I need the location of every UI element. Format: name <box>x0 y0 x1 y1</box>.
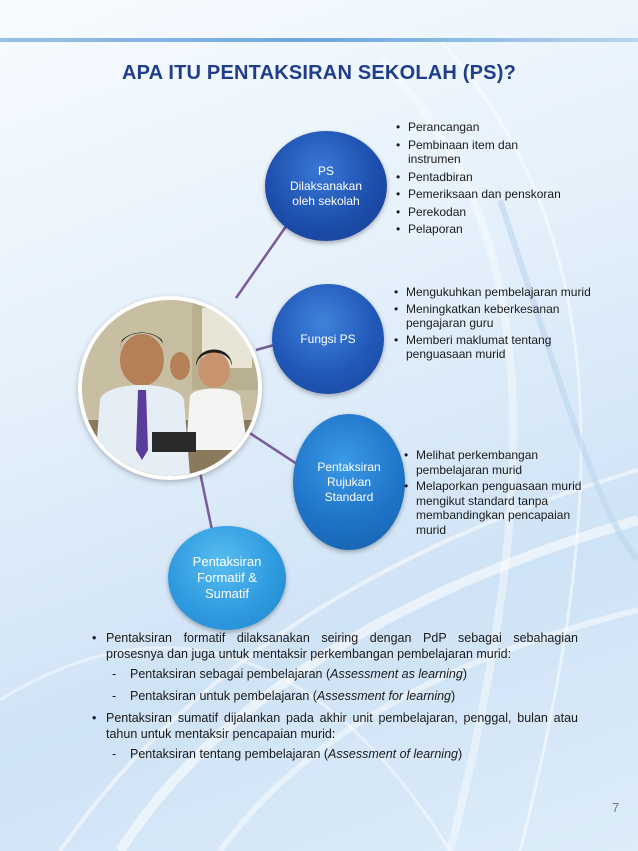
sub-item-as-learning <box>92 666 578 682</box>
body-text <box>92 630 578 768</box>
list-item: • Meningkatkan keberkesanan pengajaran guru <box>394 302 594 331</box>
paragraph-sumatif: • Pentaksiran sumatif dijalankan pada akhir unit pembelajaran, penggal, bulan atau tahun untuk mentaksir pencapaian murid: <box>92 710 578 742</box>
sub-italic: Assessment as learning <box>330 667 463 681</box>
list-item: • Pembinaan item dan instrumen <box>396 138 566 167</box>
page-title: APA ITU PENTAKSIRAN SEKOLAH (PS)? <box>121 62 516 84</box>
fungsi-ps-list <box>394 285 594 364</box>
list-item: • Pemeriksaan dan penskoran <box>396 187 566 202</box>
list-item: • Perancangan <box>396 120 566 135</box>
rujukan-standard-list <box>404 448 584 539</box>
list-item: • Melihat perkembangan pembelajaran murid <box>404 448 584 477</box>
sub-end: ) <box>462 667 467 681</box>
sub-end: ) <box>457 747 463 761</box>
circle-fungsi-ps <box>272 284 384 394</box>
list-item: • Mengukuhkan pembelajaran murid <box>394 285 594 300</box>
sub-end: ) <box>451 689 456 703</box>
list-item: • Memberi maklumat tentang penguasaan murid <box>394 333 594 362</box>
sub-text: Pentaksiran sebagai pembelajaran ( <box>130 667 331 681</box>
circle-formatif-label: Pentaksiran Formatif & Sumatif <box>192 554 262 601</box>
circle-fungsi-label: Fungsi PS <box>300 331 356 346</box>
page-number: 7 <box>612 800 620 815</box>
ps-activities-list <box>396 120 566 240</box>
connector-fungsi <box>256 345 274 350</box>
list-item: • Pentadbiran <box>396 170 566 185</box>
circle-pentaksiran-rujukan-standard <box>293 414 405 550</box>
paragraph-formatif: • Pentaksiran formatif dilaksanakan seiring dengan PdP sebagai sebahagian prosesnya dan juga untuk mentaksir perkembangan pembelajaran murid: <box>92 630 578 662</box>
circle-ps-label: PS Dilaksanakan oleh sekolah <box>289 163 363 208</box>
sub-item-for-learning <box>92 688 578 704</box>
circle-rujukan-label: Pentaksiran Rujukan Standard <box>317 459 381 504</box>
list-item: • Melaporkan penguasaan murid mengikut standard tanpa membandingkan pencapaian murid <box>404 479 584 537</box>
connector-formatif <box>200 472 212 530</box>
sub-text: Pentaksiran tentang pembelajaran ( <box>130 747 329 761</box>
sub-text: Pentaksiran untuk pembelajaran ( <box>130 689 317 703</box>
list-item: • Pelaporan <box>396 222 566 237</box>
circle-ps-dilaksanakan <box>265 131 387 241</box>
sub-italic: Assessment of learning <box>328 747 458 761</box>
teacher-student-photo <box>78 296 262 480</box>
circle-pentaksiran-formatif-sumatif <box>168 526 286 630</box>
teacher-student-photo-icon <box>82 300 258 476</box>
sub-item-of-learning <box>92 746 578 762</box>
list-item: • Perekodan <box>396 205 566 220</box>
sub-italic: Assessment for learning <box>316 689 452 703</box>
